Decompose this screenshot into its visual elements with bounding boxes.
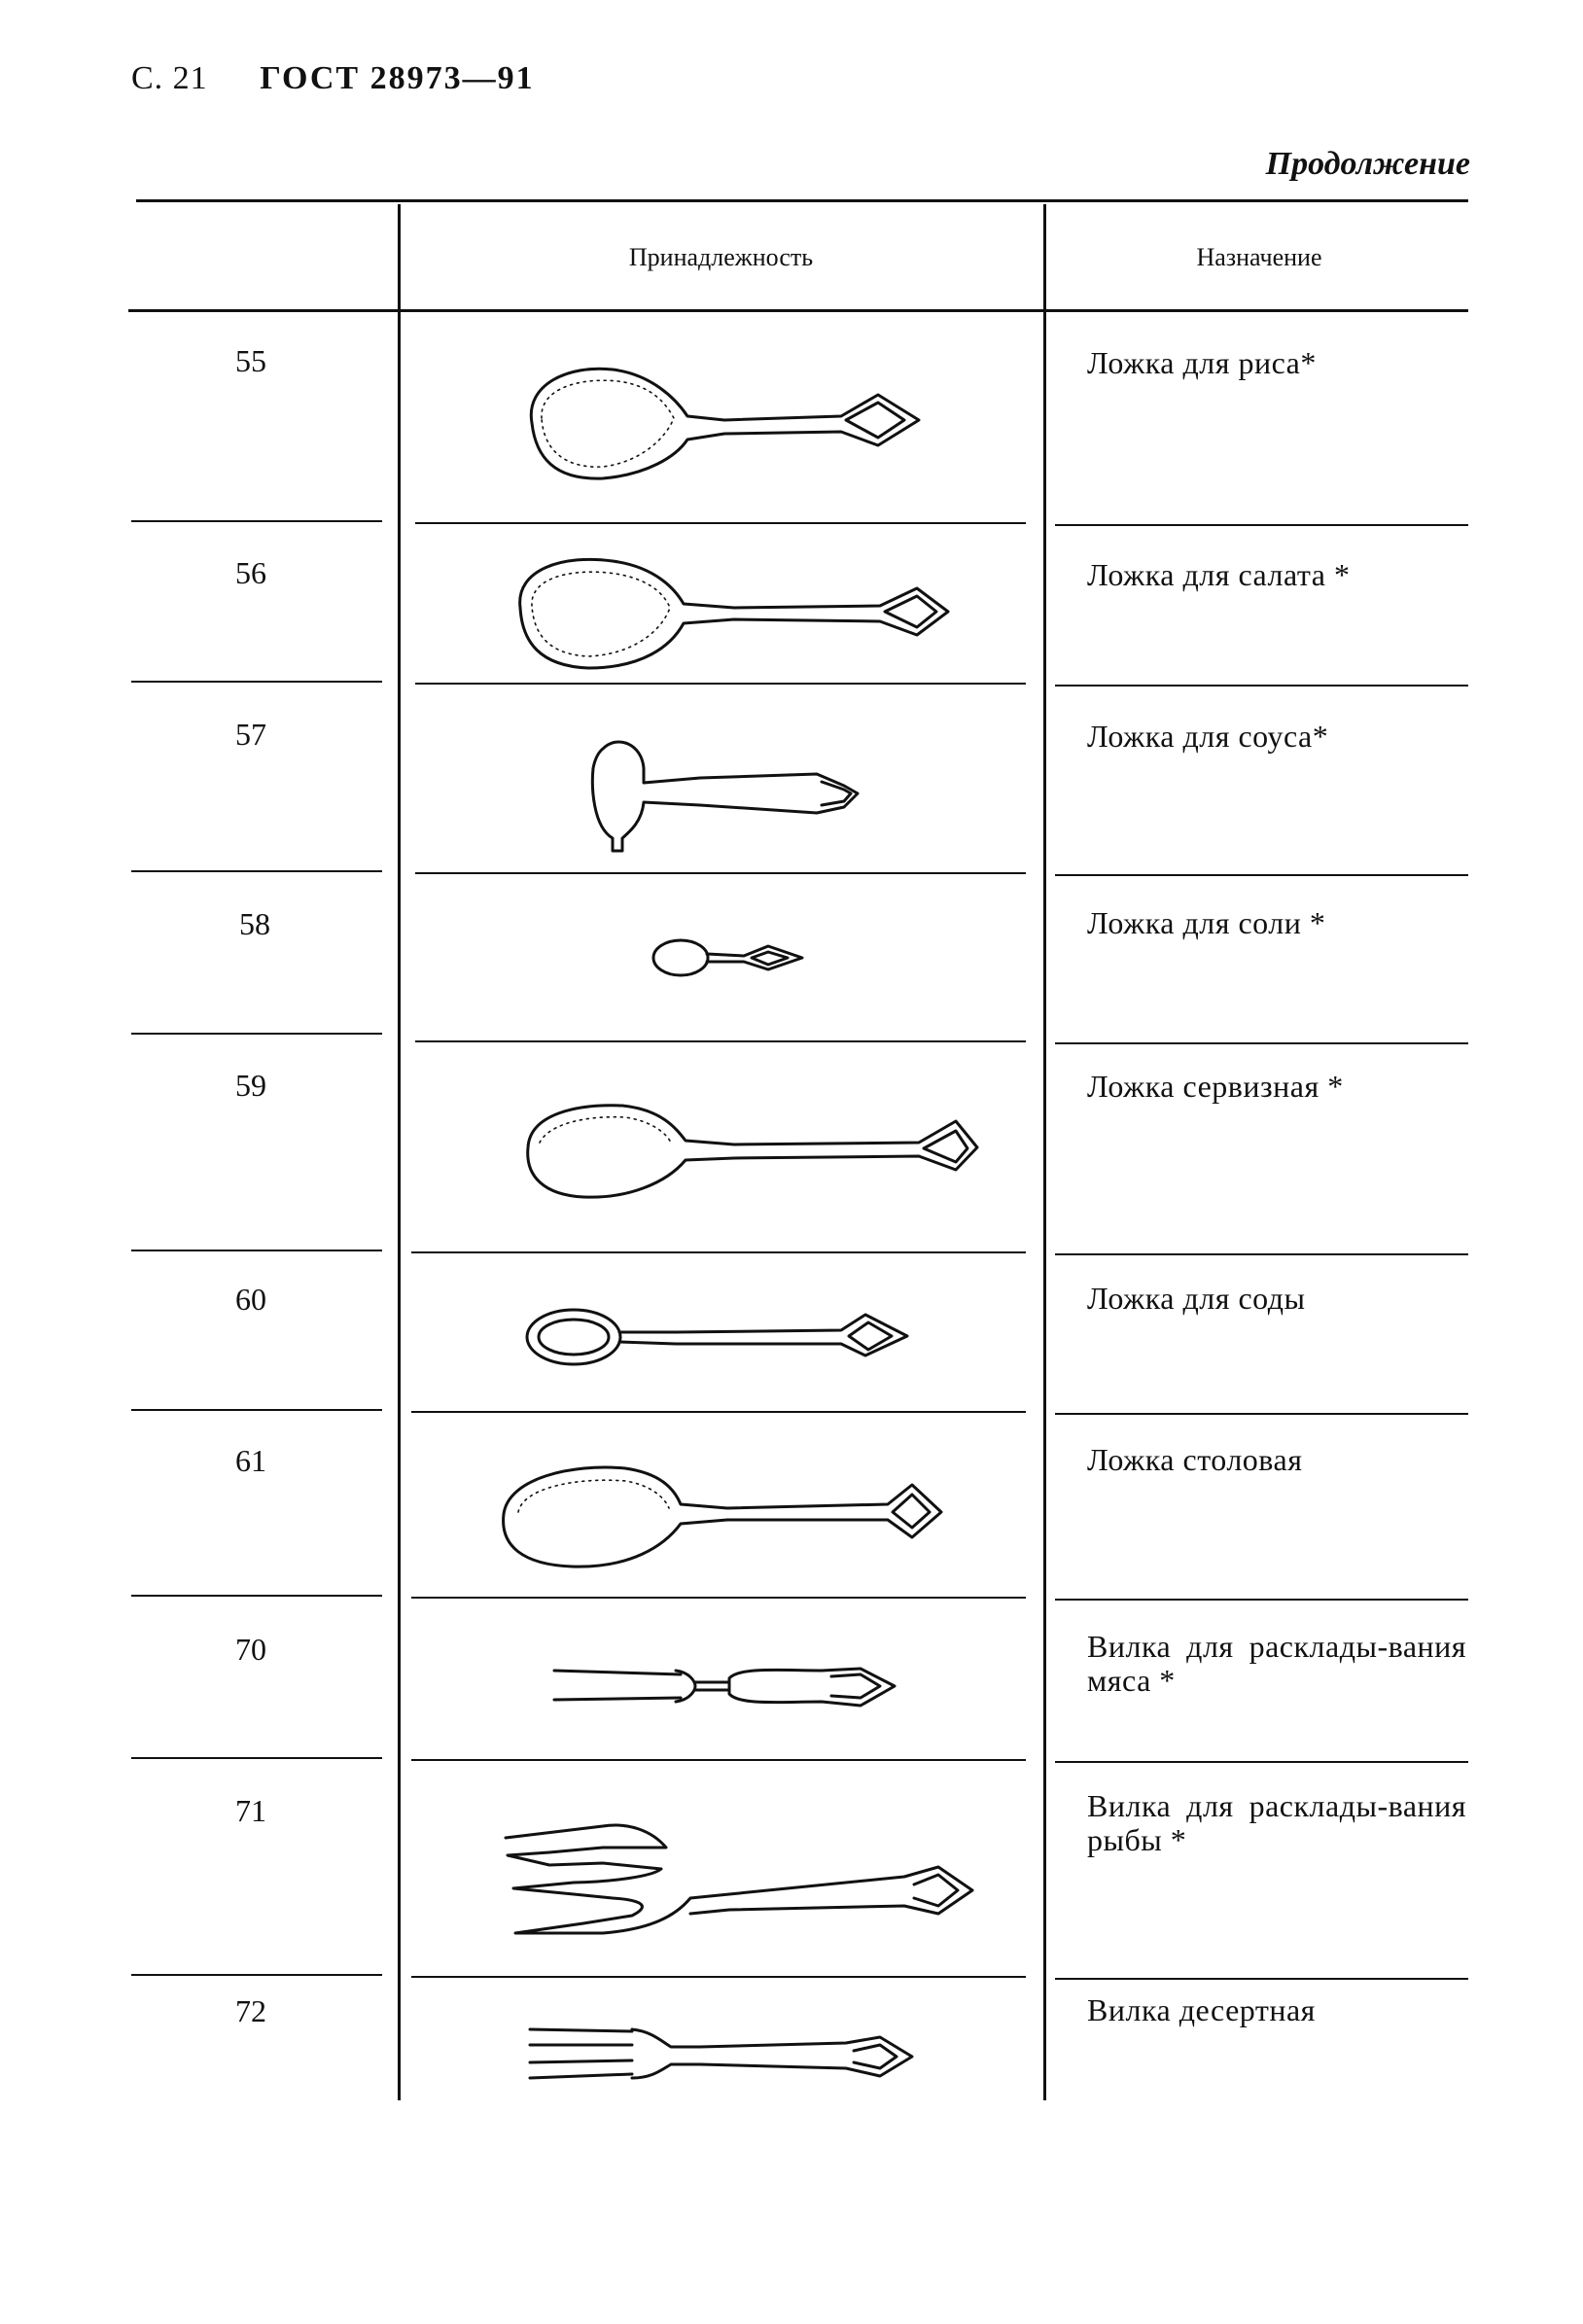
salad-spoon-icon	[510, 549, 958, 681]
row-purpose: Ложка столовая	[1087, 1442, 1303, 1477]
row-separator	[415, 872, 1026, 874]
row-separator	[411, 1597, 1026, 1599]
row-separator	[1055, 685, 1468, 687]
row-purpose: Ложка для соды	[1087, 1281, 1306, 1316]
table-top-rule	[136, 199, 1468, 202]
row-separator	[415, 1040, 1026, 1042]
row-separator	[131, 1409, 382, 1411]
rice-spoon-icon	[520, 360, 929, 491]
table-spoon-icon	[494, 1454, 951, 1585]
row-number: 60	[235, 1282, 266, 1317]
row-number: 57	[235, 717, 266, 752]
row-separator	[1055, 874, 1468, 876]
row-number: 71	[235, 1793, 266, 1828]
salt-spoon-icon	[647, 929, 812, 992]
column-header-purpose: Назначение	[1196, 243, 1322, 271]
row-separator	[131, 681, 382, 683]
row-separator	[131, 1033, 382, 1035]
row-separator	[415, 522, 1026, 524]
row-purpose: Ложка для соуса*	[1087, 719, 1329, 754]
header-bottom-rule	[128, 309, 1468, 312]
dessert-fork-icon	[525, 2018, 924, 2100]
row-separator	[1055, 1599, 1468, 1601]
column-divider-2	[1043, 204, 1046, 2100]
row-number: 55	[235, 343, 266, 378]
fish-fork-icon	[496, 1809, 982, 1950]
row-number: 59	[235, 1068, 266, 1103]
column-header-item: Принадлежность	[628, 243, 814, 271]
column-divider-1	[398, 204, 401, 2100]
row-separator	[411, 1976, 1026, 1978]
row-purpose: Ложка для риса*	[1087, 345, 1317, 380]
row-purpose: Вилка для расклады-вания мяса *	[1087, 1629, 1466, 1698]
row-purpose: Вилка для расклады-вания рыбы *	[1087, 1788, 1466, 1857]
row-number: 70	[235, 1632, 266, 1667]
row-number: 56	[235, 555, 266, 590]
row-purpose: Вилка десертная	[1087, 1992, 1316, 2027]
row-separator	[131, 1757, 382, 1759]
row-separator	[1055, 1042, 1468, 1044]
row-separator	[1055, 1761, 1468, 1763]
row-separator	[411, 1251, 1026, 1253]
row-purpose: Ложка для соли *	[1087, 905, 1326, 940]
row-purpose: Ложка для салата *	[1087, 557, 1351, 592]
row-separator	[1055, 1253, 1468, 1255]
soda-spoon-icon	[520, 1293, 919, 1386]
row-separator	[131, 520, 382, 522]
row-separator	[1055, 524, 1468, 526]
serving-spoon-icon	[510, 1094, 987, 1215]
row-separator	[131, 870, 382, 872]
page-number: С. 21	[131, 60, 208, 96]
sauce-ladle-icon	[583, 729, 875, 861]
row-separator	[411, 1411, 1026, 1413]
row-purpose: Ложка сервизная *	[1087, 1069, 1344, 1104]
page-header	[131, 60, 535, 97]
standard-designation: ГОСТ 28973—91	[260, 60, 535, 96]
row-number: 72	[235, 1993, 266, 2028]
row-number: 58	[239, 906, 270, 941]
row-separator	[1055, 1978, 1468, 1980]
meat-fork-icon	[549, 1653, 909, 1726]
row-separator	[411, 1759, 1026, 1761]
row-separator	[131, 1974, 382, 1976]
row-separator	[415, 683, 1026, 685]
row-separator	[131, 1250, 382, 1251]
row-separator	[1055, 1413, 1468, 1415]
row-separator	[131, 1595, 382, 1597]
row-number: 61	[235, 1443, 266, 1478]
continuation-label: Продолжение	[1265, 146, 1470, 182]
